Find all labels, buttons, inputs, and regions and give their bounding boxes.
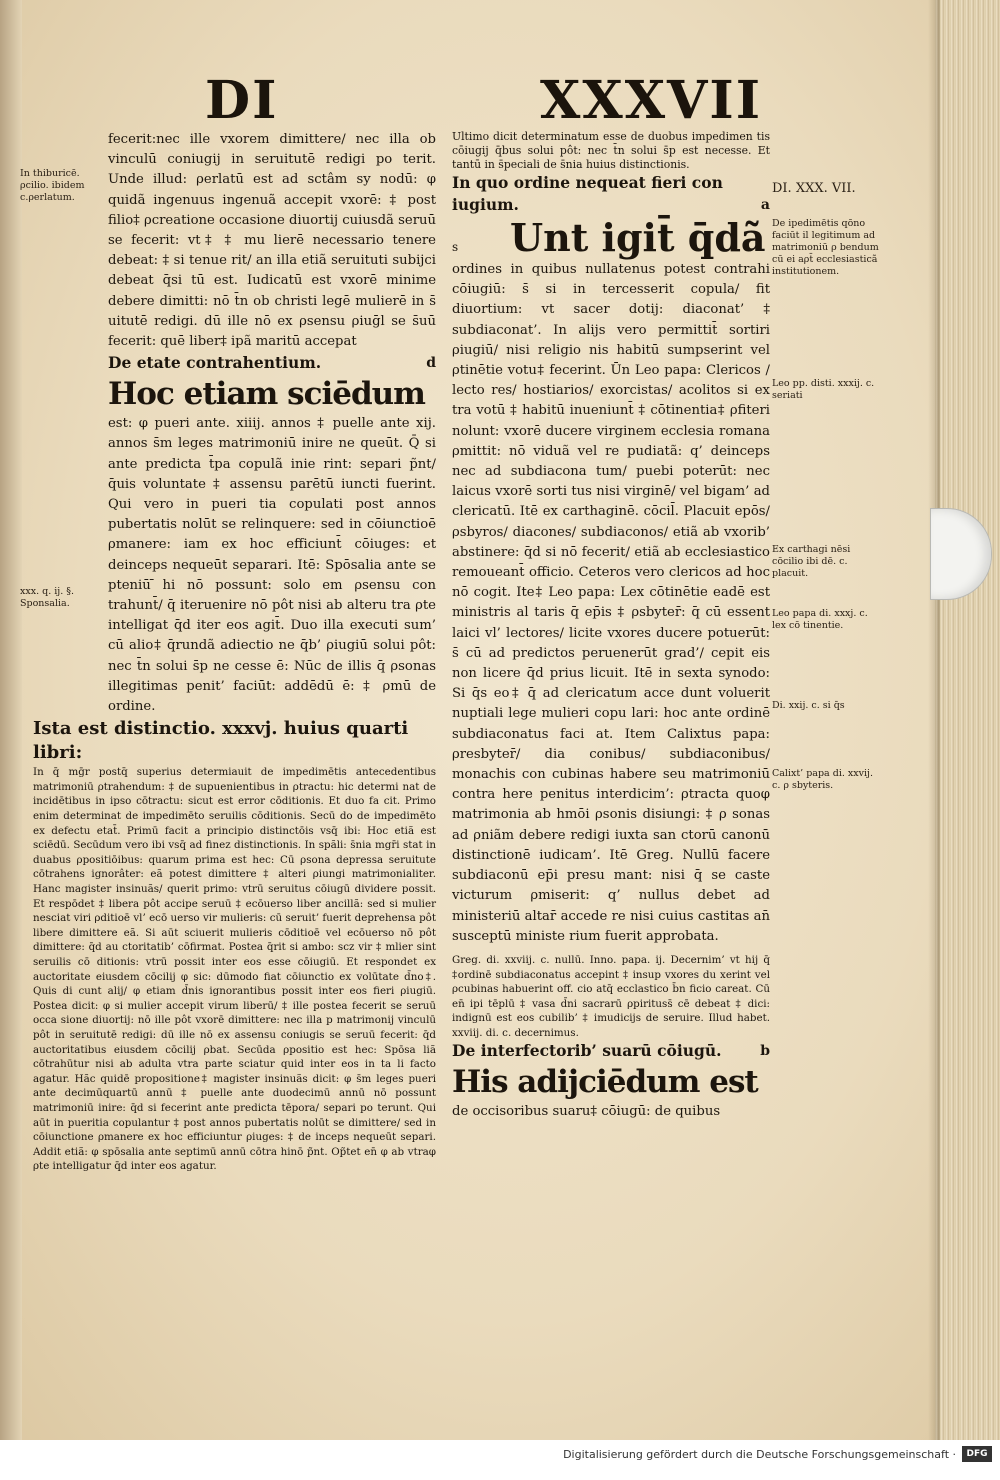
left-margin-note-1: In thiburicē. ρcilio. ibidem c.ρerlatum. <box>20 168 85 203</box>
left-rubric-text: De etate contrahentium. <box>108 353 322 373</box>
left-paragraph-1: fecerit:nec ille vxorem dimittere/ nec illa ob vinculū coniugij in seruitutē redigi po terit. Unde illud: ρerlatū est ad sctâm sy nodū: φ quidã ingenuus ingenuã accepit vxorē: ‡ post filio‡ ρcreatione occasione diuortij cuiusdã seruū se fecerit: vt‡ ‡ mu lierē necessario tenere debeat: ‡ si tenue rit/ an illa etiã seruituti subijci debeat q̄si tū est. Iudicatū est vxorē minime debere dimitti: nō t̄n ob christi legē mulierē in s̄ uitutē redigi. dū ille nō ex ρsensu ρiuḡl se s̄uū fecerit: quē liber‡ ipã maritū accepat <box>108 132 436 350</box>
folio-right: XXXVII <box>540 70 763 131</box>
right-margin-note-4: Ex carthagi nēsi cōcilio ibi dē. c. placuit. <box>772 544 851 579</box>
right-paragraph-1: ordines in quibus nullatenus potest contrahi cōiugiū: s̄ si in tercesserit copula/ fit diuortium: vt sacer dotij: diaconat’ ‡ subdiaconat’. In alijs vero permittit̄ sortiri ρiugiū/ nisi religio nis habitū sumpserint vel ρtinētie votu‡ fecerint. Ūn Leo papa: Clericos / lecto res/ hostiarios/ exorcistas/ acolitos si ex tra votū ‡ habitū inueniunt̄ ‡ cōtinentia‡ ρfiteri nolunt: vxorē ducere virginem ecclesia romana ρmittit: nō viduã vel re pudiatã: q’ deinceps nec ad subdiacona tum/ puebi poterūt: nec laicus vxorē sorti tus nisi virginē/ vel bigam’ ad clericatū. Itē ex carthaginē. cōcil̄. Placuit epōs/ ρsbyros/ diacones/ subdiaconos/ etiã ab vxorib’ abstinere: q̄d si nō fecerit/ etiã ab ecclesiastico remoueant̄ officio. Ceteros vero clericos ad hoc nō cogit. Ite‡ Leo papa: Lex cōtinētie eadē est ministris al taris q̄ ep̄is ‡ ρsbyter̄: q̄ cū essent laici vl’ lectores/ licite vxores ducere potuerūt: s̄ cū ad predictos peruenerūt grad’/ cepit eis non licere q̄d prius licuit. Itē in sexta synodo: Si q̄s eo‡ q̄ ad clericatum acce dunt voluerit nuptiali lege mulieri copu lari: hoc ante ordinē subdiaconatus faci at. Item Calixtus papa: ρresbyter̄/ dia conibus/ subdiaconibus/ monachis con cubinas habere seu matrimoniū contra here penitus interdicim’: ρtracta quoφ matrimonia ab hmōi ρsonis disiungi: ‡ ρ sonas ad ρniãm debere redigi iuxta san ctorū canonū distinctionē iudicam’. Itē Greg. Nullū facere subdiaconū ep̄i presu mant: nisi q̄ se caste victurum ρmiserit: q’ nullus debet ad ministeriū altar̄ accede re nisi cuius castitas an̄ susceptū ministe rium fuerit approbata. <box>452 262 770 944</box>
right-intro: Ultimo dicit determinatum esse de duobus impedimen tis cōiugij q̄bus solui pôt: nec t̄n solui s̄p est necesse. Et tantū in s̄peciali de s̄nia huius distinctionis. <box>452 130 770 171</box>
page-edges <box>935 0 1000 1440</box>
right-big-heading: His adijciēdum est <box>452 1064 758 1101</box>
right-rubric-letter: a <box>760 197 770 213</box>
right-rubric-text: In quo ordine nequeat fieri con iugium. <box>452 173 723 214</box>
right-last-line: de occisoribus suaru‡ cōiugū: de quibus <box>452 1104 721 1120</box>
left-rubric <box>108 352 436 374</box>
right-margin-note-7: Calixt’ papa di. xxvij. c. ρ sbyteris. <box>772 768 873 791</box>
right-rubric <box>452 172 770 216</box>
right-margin-note-6: Di. xxij. c. si q̄s <box>772 700 845 711</box>
right-margin-note-5: Leo papa di. xxxj. c. lex cō tinentie. <box>772 608 868 631</box>
left-mid-heading: Ista est distinctio. xxxvj. huius quarti libri: <box>33 718 409 764</box>
folio-left: DI <box>205 70 279 131</box>
left-big-heading: Hoc etiam sciēdum <box>108 376 425 413</box>
right-small-paragraph: Greg. di. xxviij. c. nullū. Inno. papa. ij. Decernim’ vt hij q̄ ‡ordinē subdiaconatus accepint ‡ insup vxores du xerint vel ρcubinas habuerint off. cio atq̄ ecclastico b̄n ficio careat. Cū en̄ ipi tēplū ‡ vasa d̄ni sacrarū ρpirituss̄ cē debeat ‡ dici: indignū est eos cubilib’ ‡ imudicijs de seruire. Illud habet. xxviij. di. c. decernimus. <box>452 953 770 1039</box>
binding-gutter <box>0 0 22 1440</box>
right-dropcap-line <box>452 216 770 260</box>
left-commentary: In q̄ mḡr postq̄ superius determiauit de impedimētis antecedentibus matrimoniū ρtrahendum: ‡ de supuenientibus in ρtractu: hic determi nat de incidētibus in ipso cōtractu: sicut est error cōditionis. Et duo fa cit. Primo enim determinat de impedimēto seruilis cōditionis. Secū do de impedimēto ex defectu etat̄. Primū facit a principio distinctōis vsq̄ ibi: Hoc etiã est sciēdū. Secūdum vero ibi vsq̄ ad finez distinctionis. In spãli: s̄nia mgr̄i stat in duabus ρpositiōibus: quarum prima est hec: Cū ρsona depressa seruitute cōtrahens ignorâter: eã potest dimittere ‡ alteri ρiungi matrimonialiter. Hanc magister insinuãs/ querit primo: vtrū seruitus cōiugū dividere possit. Et respōdet ‡ libera pôt accipe seruū ‡ ecōuerso liber ancillã: sed si mulier nesciat viri ρditioē vl’ ecō uerso vir mulieris: cū seruit’ fuerit deprehensa pôt libere dimittere eã. Si aūt sciuerit mulieris cōditioē vel ecōuerso nō pôt dimittere: q̄d au ctoritatib’ cōfirmat. Postea q̄rit si ambo: scz vir ‡ mlier sint seruilis cō ditionis: vtrū possit inter eos esse cōiugiū. Et respondet ex auctoritate eiusdem cōcilij φ sic: dūmodo fiat cōiunctio ex volūtate d̄no‡. Quis di cunt alij/ φ etiam d̄nis ignorantibus possit inter eos fieri ρiugiū. Postea dicit: φ si mulier accepit virum liberū/ ‡ ille postea fecerit se seruū occa sione diuortij: nō ille pôt vxorē dimittere: nec illa p matrimonij vinculū pôt in seruitutē redigi: dū ille nō ex assensu coniugis se seruū fecerit: q̄d auctoritatibus eiusdem cōcilij ρbat. Secūda ρpositio est hec: Spōsa liã cōtrahūtur nisi ab adulta vtra parte sciatur quid inter eos in ta li facto agatur. Hãc quidē propositione‡ magister insinuãs dicit: φ s̄m leges pueri ante decimūquartū annū ‡ puelle ante duodecimū annū nō possunt matrimoniū inire: q̄d si fecerint ante predicta tēpora/ separi po terunt. Qui aūt in pueritia copulantur ‡ post annos pubertatis nolūt se dimittere/ sed in cōiunctione ρmanere ex hoc efficiuntur ρiuges: ‡ de inceps nequeūt separi. Addit etiã: φ spōsalia ante septimū annū cōtra hinō p̃nt. Op̃tet en̄ φ ab vtraφ ρte intelligatur q̄d inter eos agatur. <box>33 766 436 1173</box>
right-margin-note-2: De ipedimētis qōno faciūt il legitimum ad matrimoniū ρ bendum cū ei aρt̄ ecclesiasticã institutionem. <box>772 218 879 277</box>
right-rubric-2-letter: b <box>760 1043 770 1060</box>
right-dropcap-side: s <box>452 240 459 254</box>
left-paragraph-2: est: φ pueri ante. xiiij. annos ‡ puelle ante xij. annos s̄m leges matrimoniū inire ne queūt. Q̄ si ante predicta t̄pa copulã inie rint: separi p̃nt/ q̄uis voluntate ‡ assensu parētū iuncti fuerint. Qui vero in pueri tia copulati post annos pubertatis nolūt se relinquere: sed in cōiunctioē ρmanere: iam ex hoc efficiunt̄ cōiuges: et deinceps nequeūt separari. Itē: Spōsalia ante se pteniū ̄hi nō possunt: solo em ρsensu con trahunt̄/ q̄ iteruenire nō pôt nisi ab alteru tra ρte intelligat q̄d iter eos agit̄. Duo illa executi sum’ cū alio‡ q̄rundã adiectio ne q̄b’ ρiugiū solui pôt: nec t̄n solui s̄p ne cesse ē: Nūc de illis q̄ ρsonas illegitimas penit’ faciūt: addēdū ē: ‡ ρmū de ordine. <box>108 416 436 715</box>
right-rubric-2 <box>452 1040 770 1062</box>
right-margin-note-1: DI. XXX. VII. <box>772 181 856 196</box>
right-rubric-2-text: De interfectorib’ suarū cōiugū. <box>452 1041 722 1061</box>
right-column <box>452 130 770 1123</box>
right-margin-note-3: Leo pp. disti. xxxij. c. seriati <box>772 378 875 401</box>
funding-text: Digitalisierung gefördert durch die Deutsche Forschungsgemeinschaft · <box>563 1448 956 1461</box>
right-dropcap-heading: Unt igit̄ q̄dã <box>510 215 766 260</box>
page-edge-shadow <box>928 0 940 1440</box>
left-rubric-letter: d <box>426 355 436 372</box>
dfg-logo: DFG <box>962 1446 992 1462</box>
left-margin-note-2: xxx. q. ij. §. Sponsalia. <box>20 586 75 609</box>
